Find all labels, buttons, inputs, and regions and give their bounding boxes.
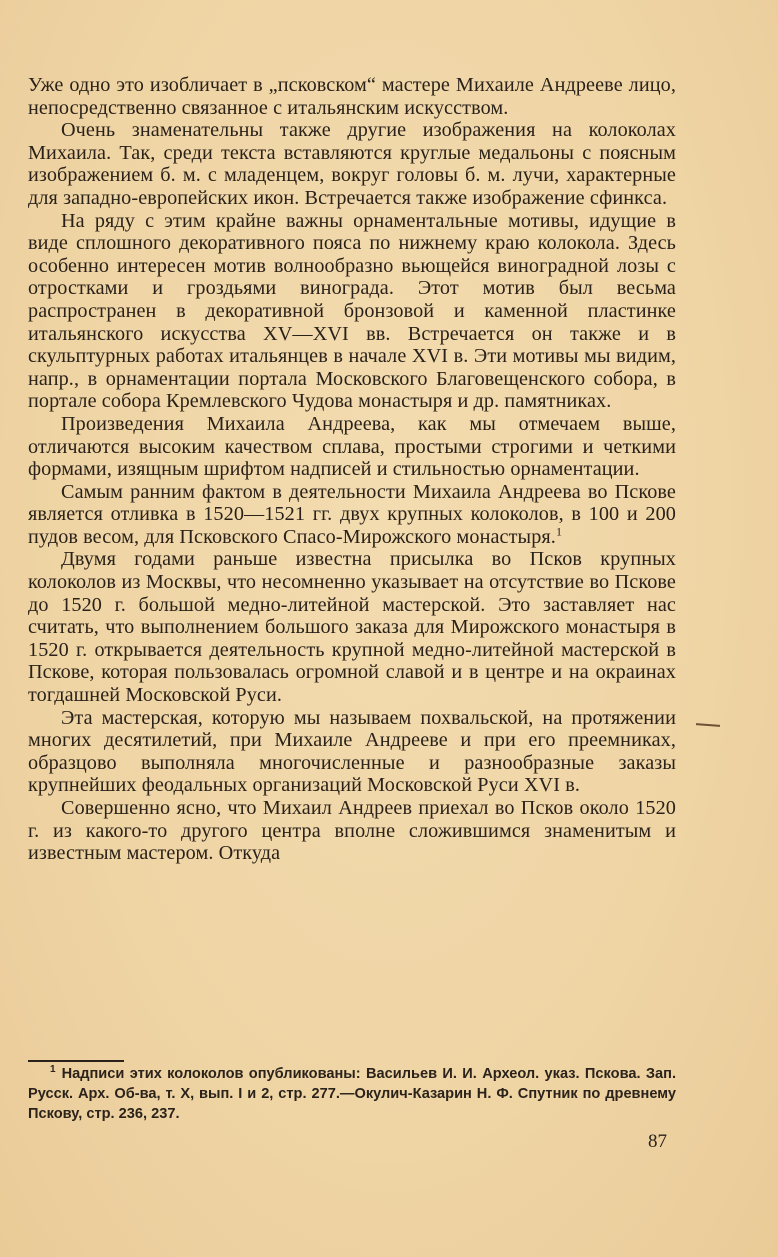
paragraph-5-text: Самым ранним фактом в деятельности Михаила Андреева во Пскове является отливка в 1520—1521 гг. двух крупных колоколов, в 100 и 200 пудов весом, для Псковского Спасо-Мирожского монастыря. [28,480,676,548]
margin-pencil-mark [696,723,720,727]
paragraph-2: Очень знаменательны также другие изображения на колоколах Михаила. Так, среди текста вставляются круглые медальоны с поясным изображением б. м. с младенцем, вокруг головы б. м. лучи, характерные для западно-европейских икон. Встречается также изображение сфинкса. [28,119,676,209]
footnote-divider [28,1060,124,1062]
footnote [28,1064,676,1124]
paragraph-6: Двумя годами раньше известна присылка во Псков крупных колоколов из Москвы, что несомненно указывает на отсутствие во Пскове до 1520 г. большой медно-литейной мастерской. Это заставляет нас считать, что выполнением большого заказа для Мирожского монастыря в 1520 г. открывается деятельность крупной медно-литейной мастерской в Пскове, которая пользовалась огромной славой и в центре и на окраинах тогдашней Московской Руси. [28,548,676,707]
paragraph-7: Эта мастерская, которую мы называем похвальской, на протяжении многих десятилетий, при Михаиле Андрееве и при его преемниках, образцово выполняла многочисленные и разнообразные заказы крупнейших феодальных организаций Московской Руси XVI в. [28,706,676,797]
paragraph-4: Произведения Михаила Андреева, как мы отмечаем выше, отличаются высоким качеством сплава, простыми строгими и четкими формами, изящным шрифтом надписей и стильностью орнаментации. [28,412,676,481]
page-number: 87 [648,1131,667,1152]
page-body [28,74,676,865]
paragraph-8: Совершенно ясно, что Михаил Андреев приехал во Псков около 1520 г. из какого-то другого центра вполне сложившимся знаменитым и известным мастером. Откуда [28,797,676,865]
footnote-mark: 1 [50,1064,56,1076]
paragraph-1: Уже одно это изобличает в „псковском“ мастере Михаиле Андрееве лицо, непосредственно связанное с итальянским искусством. [28,74,676,119]
footnote-text: Надписи этих колоколов опубликованы: Васильев И. И. Археол. указ. Пскова. Зап. Русск. Арх. Об-ва, т. X, вып. I и 2, стр. 277.—Окулич-Казарин Н. Ф. Спутник по древнему Пскову, стр. 236, 237. [28,1066,676,1122]
paragraph-5 [28,481,676,549]
footnote-reference: 1 [555,524,563,539]
paragraph-3: На ряду с этим крайне важны орнаментальные мотивы, идущие в виде сплошного декоративного пояса по нижнему краю колокола. Здесь особенно интересен мотив волнообразно вьющейся виноградной лозы с отростками и гроздьями винограда. Этот мотив был весьма распространен в декоративной бронзовой и каменной пластинке итальянского искусства XV—XVI вв. Встречается он также и в скульптурных работах итальянцев в начале XVI в. Эти мотивы мы видим, напр., в орнаментации портала Московского Благовещенского собора, в портале собора Кремлевского Чудова монастыря и др. памятниках. [28,209,676,413]
